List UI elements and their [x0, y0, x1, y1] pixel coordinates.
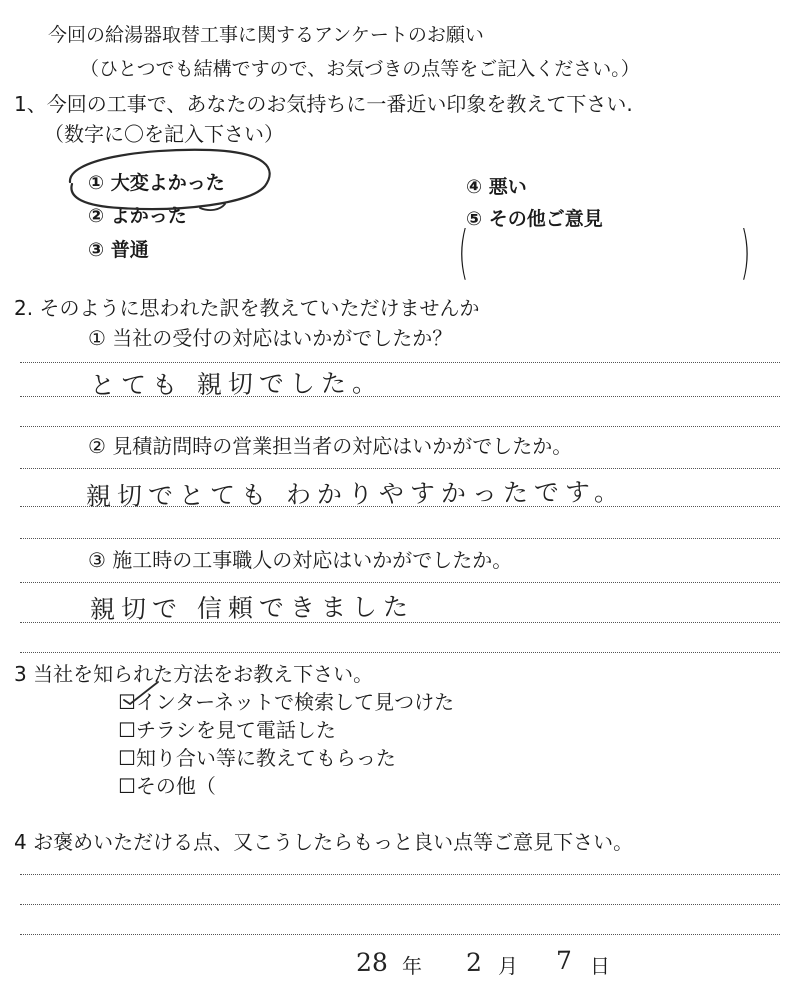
q1-other-open-paren: ( — [458, 218, 469, 286]
date-month-unit: 月 — [498, 954, 518, 978]
date-day-unit: 日 — [590, 954, 610, 978]
answer-line — [20, 396, 780, 397]
answer-line — [20, 934, 780, 935]
selection-circle-mark — [60, 140, 290, 230]
answer-line — [20, 506, 780, 507]
q3-option-3[interactable] — [118, 742, 396, 771]
q1-other-close-paren: ) — [740, 218, 751, 286]
q2-sub-1-text: 当社の受付の対応はいかがでしたか？ — [112, 326, 453, 350]
q3-option-3-label: 知り合い等に教えてもらった — [135, 746, 396, 770]
q1-option-5[interactable] — [466, 204, 603, 231]
q1-option-4-number: ④ — [466, 176, 483, 198]
answer-line — [20, 652, 780, 653]
q1-other-comment-area[interactable] — [478, 240, 728, 264]
q3-question: 3 当社を知られた方法をお教え下さい。 — [14, 662, 374, 686]
q2-sub-1 — [88, 322, 452, 351]
date-year-value[interactable]: 28 — [355, 947, 388, 977]
q2-sub-2-text: 見積訪問時の営業担当者の対応はいかがでしたか。 — [112, 434, 573, 458]
q3-option-2[interactable] — [118, 714, 336, 743]
q2-sub-3-answer[interactable]: 親切で 信頼できました — [89, 592, 415, 624]
q1-option-4[interactable] — [466, 172, 527, 199]
q3-option-1-label: インターネットで検索して見つけた — [135, 690, 455, 714]
q2-sub-1-answer[interactable]: とても 親切でした。 — [89, 368, 384, 400]
answer-line — [20, 468, 780, 469]
q1-option-2-number: ② — [88, 205, 105, 227]
q3-option-4-label: その他（ — [135, 774, 216, 798]
q1-question: 1、今回の工事で、あなたのお気持ちに一番近い印象を教えて下さい. — [14, 92, 633, 116]
q3-option-2-label: チラシを見て電話した — [135, 718, 336, 742]
q1-option-1-number: ① — [88, 172, 105, 194]
answer-line — [20, 582, 780, 583]
q2-sub-2-number: ② — [88, 434, 106, 458]
date-day-value[interactable]: 7 — [555, 945, 573, 975]
q4-comment-area[interactable] — [20, 878, 780, 932]
q1-option-1-label: 大変よかった — [110, 172, 225, 194]
answer-line — [20, 426, 780, 427]
q1-option-5-number: ⑤ — [466, 208, 483, 230]
q2-sub-2-answer[interactable]: 親切でとても わかりやすかったです。 — [85, 477, 626, 511]
q2-sub-1-number: ① — [88, 326, 106, 350]
q1-instruction: （数字に〇を記入下さい） — [44, 122, 284, 146]
answer-line — [20, 538, 780, 539]
answer-line — [20, 874, 780, 875]
q2-sub-3-number: ③ — [88, 548, 106, 572]
date-year-unit: 年 — [402, 954, 422, 978]
q1-option-3-number: ③ — [88, 239, 105, 261]
q2-question: 2. そのように思われた訳を教えていただけませんか — [14, 296, 480, 320]
q1-option-3-label: 普通 — [110, 239, 149, 261]
answer-line — [20, 622, 780, 623]
checkbox-icon[interactable]: ☐ — [118, 746, 136, 770]
checkbox-icon[interactable]: ☐ — [118, 718, 136, 742]
q3-option-4[interactable] — [118, 770, 216, 799]
q1-option-2-label: よかった — [110, 205, 187, 227]
q2-sub-2 — [88, 430, 572, 459]
q1-option-5-label: その他ご意見 — [488, 208, 603, 230]
checkbox-icon[interactable]: ☐ — [118, 690, 136, 714]
answer-line — [20, 362, 780, 363]
q2-sub-3 — [88, 544, 512, 573]
date-month-value[interactable]: 2 — [465, 947, 483, 977]
q1-option-3[interactable] — [88, 235, 149, 262]
checkbox-icon[interactable]: ☐ — [118, 774, 136, 798]
q4-question: 4 お褒めいただける点、又こうしたらもっと良い点等ご意見下さい。 — [14, 830, 634, 854]
q1-option-4-label: 悪い — [488, 176, 527, 198]
survey-subtitle: （ひとつでも結構ですので、お気づきの点等をご記入ください。） — [80, 58, 640, 80]
survey-title: 今回の給湯器取替工事に関するアンケートのお願い — [48, 24, 484, 46]
check-mark-icon — [118, 678, 178, 708]
q2-sub-3-text: 施工時の工事職人の対応はいかがでしたか。 — [112, 548, 513, 572]
